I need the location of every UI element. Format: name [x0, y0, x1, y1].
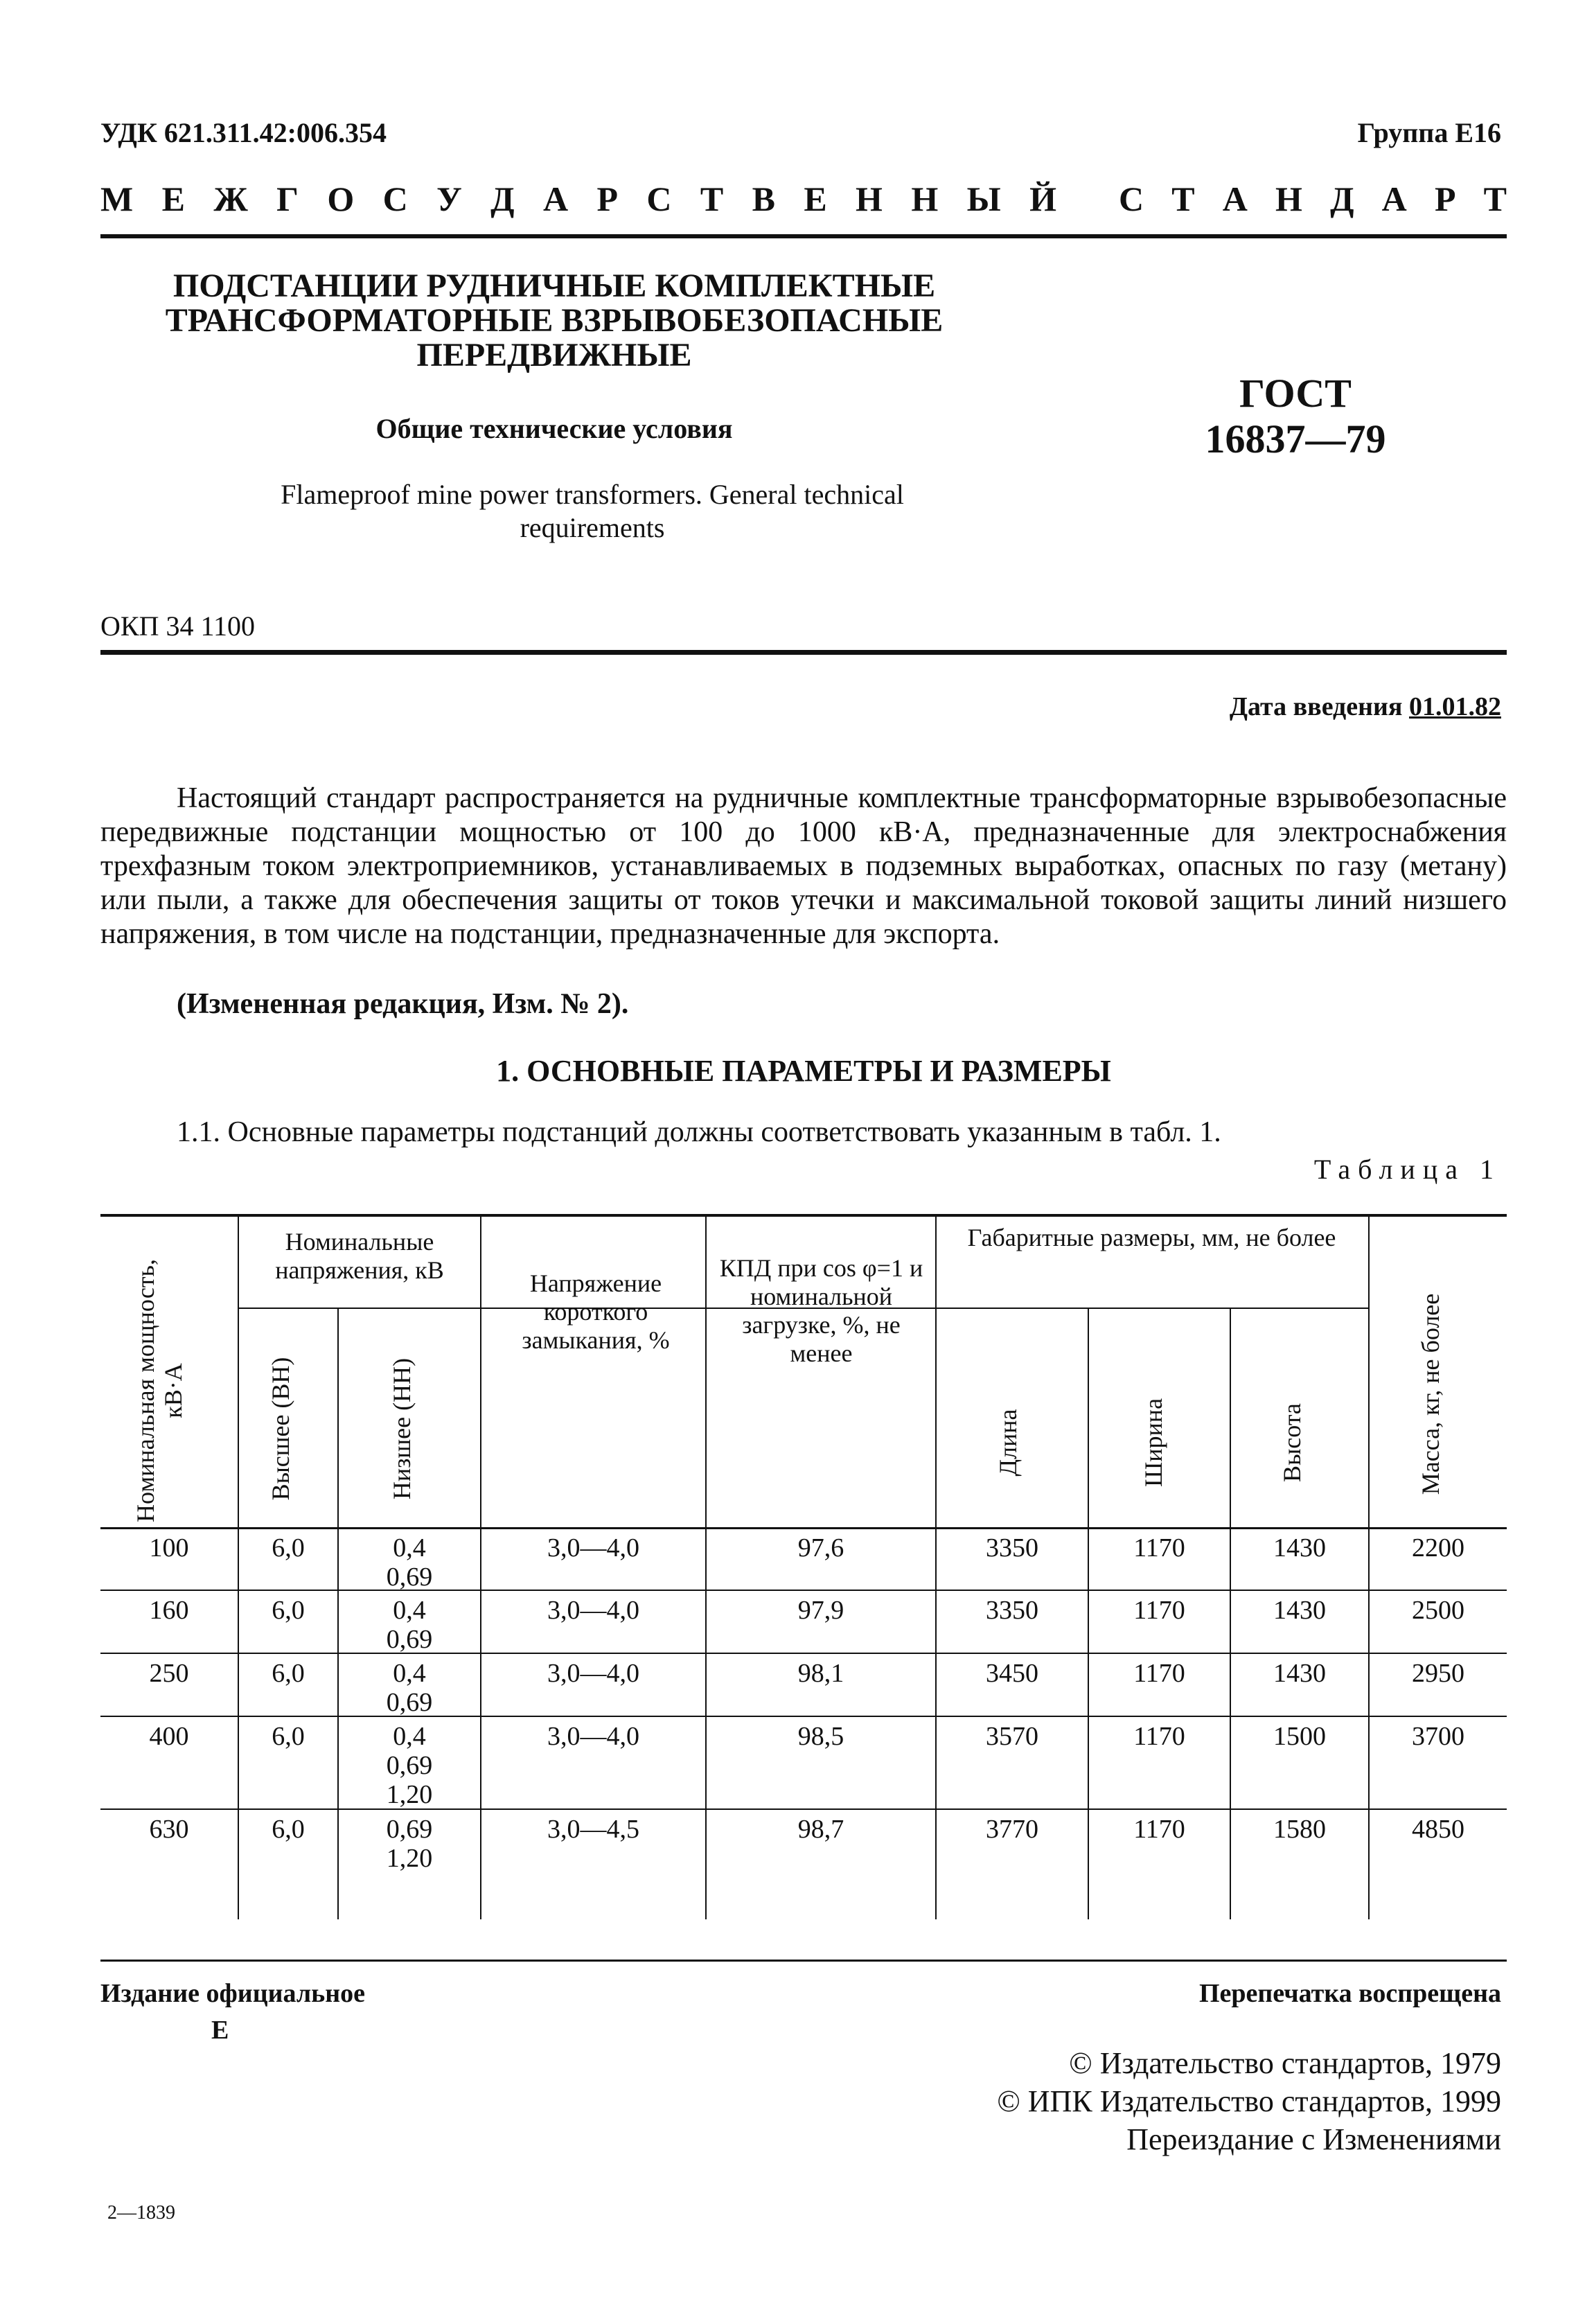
okp-rule — [100, 650, 1507, 655]
cell-height: 1500 — [1273, 1722, 1326, 1751]
cell-hv: 6,0 — [272, 1659, 305, 1688]
cell-length: 3770 — [986, 1815, 1038, 1844]
cell-line: 0,4 — [393, 1533, 426, 1562]
col-divider — [1368, 1214, 1370, 1919]
document-subtitle: Общие технические условия — [375, 413, 733, 444]
heading-letter: С — [646, 179, 672, 218]
cell-line: 0,69 — [386, 1562, 433, 1592]
date-label: Дата введения — [1229, 692, 1403, 721]
heading-letter: Т — [700, 179, 724, 218]
cell-power: 100 — [149, 1533, 189, 1562]
table-caption: Таблица 1 — [1313, 1154, 1501, 1185]
copyright-block — [997, 2044, 1501, 2158]
cell-hv: 6,0 — [272, 1533, 305, 1562]
cell-line: 0,4 — [393, 1659, 426, 1688]
copyright-line: © ИПК Издательство стандартов, 1999 — [997, 2084, 1501, 2118]
title-line: ПЕРЕДВИЖНЫЕ — [416, 337, 692, 373]
heading-letter: Н — [911, 179, 939, 218]
header-width: Ширина — [1140, 1398, 1167, 1488]
section-heading: 1. ОСНОВНЫЕ ПАРАМЕТРЫ И РАЗМЕРЫ — [496, 1054, 1111, 1088]
header-sc-voltage: Напряжение короткого замыкания, % — [522, 1269, 670, 1354]
page-code: 2—1839 — [107, 2202, 175, 2224]
col-divider — [480, 1214, 481, 1919]
udk-code: УДК 621.311.42:006.354 — [100, 117, 387, 148]
dims-subdivider — [935, 1308, 1368, 1309]
cell-line: 1,20 — [386, 1844, 433, 1873]
cell-power: 250 — [149, 1659, 189, 1688]
heading-letter: Р — [596, 179, 618, 218]
heading-letter: Ы — [966, 179, 1001, 218]
heading-letter: С — [1119, 179, 1144, 218]
table-top-border — [100, 1214, 1507, 1217]
header-length: Длина — [994, 1409, 1022, 1477]
cell-power: 400 — [149, 1722, 189, 1751]
footer-rule — [100, 1960, 1507, 1962]
heading-letter: Е — [161, 179, 185, 218]
heading-letter: О — [327, 179, 355, 218]
interstate-standard-heading — [100, 179, 1507, 219]
standard-word — [1119, 179, 1507, 219]
cell-line: 1,20 — [386, 1780, 433, 1809]
heading-letter: А — [542, 179, 569, 218]
heading-letter: Т — [1483, 179, 1507, 218]
english-title — [208, 478, 977, 545]
heading-letter: Н — [856, 179, 883, 218]
title-line: ТРАНСФОРМАТОРНЫЕ ВЗРЫВОБЕЗОПАСНЫЕ — [165, 302, 944, 339]
cell-width: 1170 — [1133, 1659, 1185, 1688]
cell-lv — [339, 1596, 480, 1654]
english-title-line: Flameproof mine power transformers. General technical — [281, 479, 904, 510]
cell-eff: 97,9 — [797, 1596, 844, 1625]
row-divider — [100, 1716, 1507, 1717]
header-mass: Масса, кг, не более — [1417, 1293, 1444, 1495]
heading-letter: Й — [1029, 179, 1056, 218]
cell-sc: 3,0—4,0 — [547, 1722, 639, 1751]
heading-letter: Т — [1171, 179, 1195, 218]
cell-line: 0,69 — [386, 1625, 433, 1654]
cell-line: 0,4 — [393, 1596, 426, 1625]
cell-width: 1170 — [1133, 1815, 1185, 1844]
cell-eff: 98,5 — [797, 1722, 844, 1751]
header-nominal-voltages: Номинальные напряжения, кВ — [275, 1228, 444, 1284]
cell-power: 630 — [149, 1815, 189, 1844]
heading-letter: Ж — [213, 179, 248, 218]
cell-line: 0,4 — [393, 1722, 426, 1751]
heading-letter: Д — [1330, 179, 1354, 218]
date-value: 01.01.82 — [1409, 692, 1501, 721]
cell-lv — [339, 1815, 480, 1873]
cell-sc: 3,0—4,5 — [547, 1815, 639, 1844]
cell-width: 1170 — [1133, 1533, 1185, 1562]
cell-line: 0,69 — [386, 1815, 433, 1844]
cell-sc: 3,0—4,0 — [547, 1596, 639, 1625]
col-divider — [238, 1214, 239, 1919]
cell-length: 3570 — [986, 1722, 1038, 1751]
cell-hv: 6,0 — [272, 1815, 305, 1844]
cell-lv — [339, 1659, 480, 1717]
cell-length: 3350 — [986, 1533, 1038, 1562]
parameters-table — [100, 1214, 1507, 1919]
copyright-line: © Издательство стандартов, 1979 — [1069, 2046, 1501, 2080]
title-line: ПОДСТАНЦИИ РУДНИЧНЫЕ КОМПЛЕКТНЫЕ — [172, 267, 936, 304]
interstate-word — [100, 179, 1056, 219]
col-divider — [935, 1214, 937, 1919]
cell-line: 0,69 — [386, 1688, 433, 1717]
cell-sc: 3,0—4,0 — [547, 1533, 639, 1562]
edition-note: Издание официальное — [100, 1979, 366, 2008]
scope-paragraph: Настоящий стандарт распространяется на рудничные комплектные трансформаторные взрывобезопасные передвижные подстанции мощностью от 100 до 1000 кВ·А, предназначенные для электроснабжения трехфазным током электроприемников, устанавливаемых в подземных выработках, опасных по газу (метану) или пыли, а также для обеспечения защиты от токов утечки и максимальной токовой защиты линий низшего напряжения, в том числе на подстанции, предназначенные для экспорта. — [100, 782, 1507, 950]
heading-letter: А — [1222, 179, 1248, 218]
header-lv: Низшее (НН) — [388, 1357, 416, 1500]
document-title — [139, 269, 970, 373]
header-power: Номинальная мощность, кВ·А — [132, 1259, 187, 1522]
heading-letter: М — [100, 179, 134, 218]
header-efficiency: КПД при cos φ=1 и номинальной загрузке, %, не менее — [719, 1254, 923, 1367]
cell-height: 1430 — [1273, 1533, 1326, 1562]
cell-mass: 2200 — [1412, 1533, 1464, 1562]
cell-lv — [339, 1722, 480, 1809]
heading-letter: Е — [804, 179, 827, 218]
cell-mass: 4850 — [1412, 1815, 1464, 1844]
cell-length: 3350 — [986, 1596, 1038, 1625]
cell-width: 1170 — [1133, 1596, 1185, 1625]
cell-eff: 98,1 — [797, 1659, 844, 1688]
gost-designation — [1171, 371, 1420, 462]
row-divider — [100, 1808, 1507, 1810]
introduction-date — [1230, 692, 1501, 722]
okp-code: ОКП 34 1100 — [100, 610, 255, 642]
cell-height: 1580 — [1273, 1815, 1326, 1844]
heading-letter: Р — [1434, 179, 1456, 218]
cell-width: 1170 — [1133, 1722, 1185, 1751]
cell-height: 1430 — [1273, 1659, 1326, 1688]
gost-number: 16837—79 — [1205, 416, 1386, 461]
amendment-note: (Измененная редакция, Изм. № 2). — [177, 988, 629, 1020]
group-code: Группа Е16 — [1357, 117, 1501, 148]
cell-lv — [339, 1533, 480, 1592]
cell-height: 1430 — [1273, 1596, 1326, 1625]
reprint-note: Перепечатка воспрещена — [1198, 1979, 1501, 2008]
row-divider — [100, 1590, 1507, 1591]
heading-letter: В — [752, 179, 775, 218]
cell-eff: 98,7 — [797, 1815, 844, 1844]
paragraph-1-1: 1.1. Основные параметры подстанций должны соответствовать указанным в табл. 1. — [177, 1116, 1221, 1148]
cell-power: 160 — [149, 1596, 189, 1625]
heading-letter: А — [1381, 179, 1407, 218]
header-height: Высота — [1278, 1403, 1306, 1482]
header-dimensions: Габаритные размеры, мм, не более — [967, 1224, 1336, 1251]
cell-mass: 3700 — [1412, 1722, 1464, 1751]
cell-eff: 97,6 — [797, 1533, 844, 1562]
reissue-note: Переиздание с Изменениями — [1126, 2122, 1501, 2156]
heading-letter: Н — [1275, 179, 1302, 218]
row-divider — [100, 1653, 1507, 1654]
cell-mass: 2950 — [1412, 1659, 1464, 1688]
cell-sc: 3,0—4,0 — [547, 1659, 639, 1688]
cell-hv: 6,0 — [272, 1722, 305, 1751]
cell-line: 0,69 — [386, 1751, 433, 1780]
col-divider — [705, 1214, 707, 1919]
cell-mass: 2500 — [1412, 1596, 1464, 1625]
header-hv: Высшее (ВН) — [267, 1357, 294, 1501]
heading-letter: Д — [490, 179, 515, 218]
heading-letter: У — [436, 179, 462, 218]
top-rule — [100, 234, 1507, 238]
edition-letter: Е — [211, 2016, 229, 2045]
heading-letter: Г — [276, 179, 299, 218]
gost-label: ГОСТ — [1239, 371, 1352, 416]
english-title-line: requirements — [520, 512, 665, 543]
heading-letter: С — [382, 179, 408, 218]
cell-length: 3450 — [986, 1659, 1038, 1688]
cell-hv: 6,0 — [272, 1596, 305, 1625]
